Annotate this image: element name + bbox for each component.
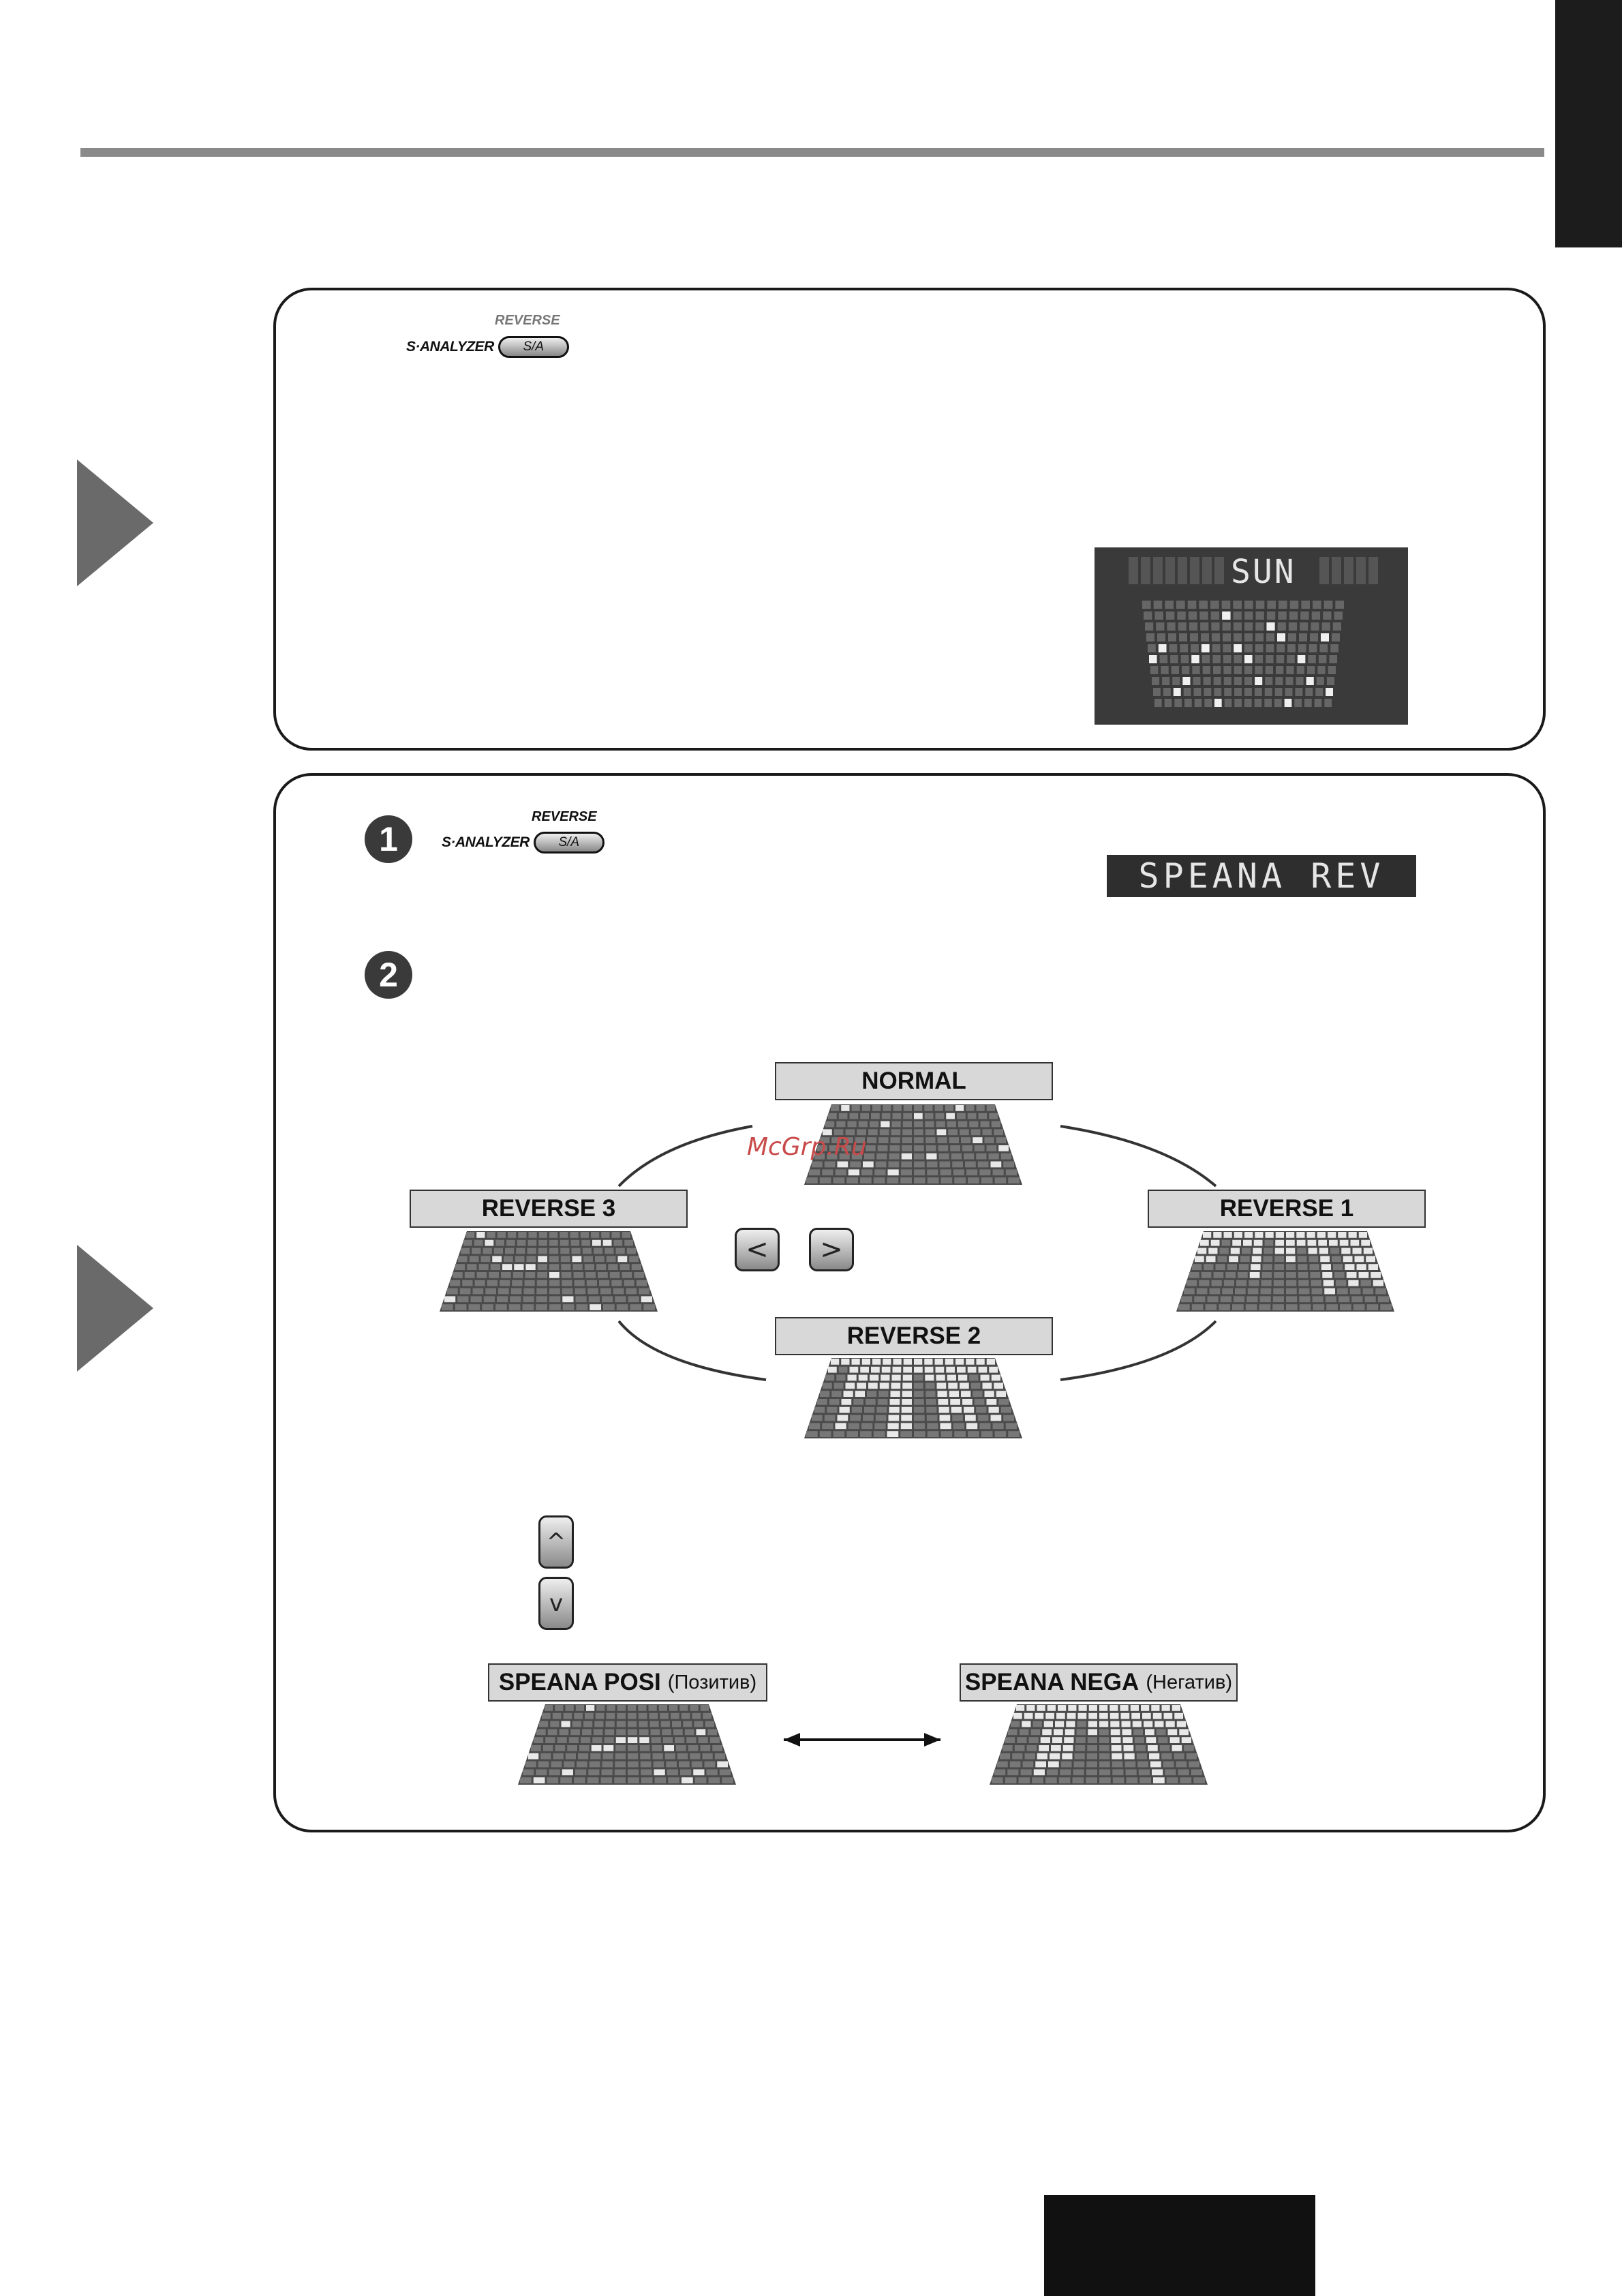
s-analyzer-label: S·ANALYZER (442, 834, 530, 850)
spectrum-reverse-2-graphic (804, 1358, 1022, 1438)
mode-reverse-3: REVERSE 3 (410, 1190, 688, 1228)
step-1-number: 1 (365, 815, 412, 863)
speana-posi-label (488, 1663, 767, 1702)
spectrum-nega-graphic (990, 1704, 1208, 1785)
up-key-button[interactable]: ^ (538, 1515, 574, 1569)
speana-nega-text: SPEANA NEGA (964, 1669, 1139, 1695)
speana-posi-text: SPEANA POSI (498, 1669, 661, 1695)
page-number-box (1044, 2195, 1315, 2296)
spectrum-posi-graphic (518, 1704, 736, 1785)
mode-reverse-2: REVERSE 2 (775, 1317, 1053, 1355)
step-2-number: 2 (365, 951, 412, 999)
display-text: SPEANA REV (1138, 856, 1385, 896)
speana-nega-label (960, 1663, 1238, 1702)
mode-reverse-1: REVERSE 1 (1148, 1190, 1426, 1228)
mode-normal: NORMAL (775, 1062, 1053, 1100)
spectrum-reverse-3-graphic (440, 1231, 658, 1312)
right-key-button[interactable]: > (809, 1228, 854, 1271)
sa-button[interactable]: S/A (498, 336, 569, 358)
down-key-button[interactable]: v (538, 1577, 574, 1630)
spectrum-reverse-1-graphic (1176, 1231, 1394, 1312)
s-analyzer-label: S·ANALYZER (406, 339, 494, 354)
display-text: SUN (1231, 553, 1296, 591)
reverse-label: REVERSE (495, 313, 560, 328)
sa-button[interactable]: S/A (534, 832, 605, 854)
reverse-label: REVERSE (532, 809, 597, 824)
left-key-button[interactable]: < (735, 1228, 780, 1271)
watermark: McGrp.Ru (747, 1133, 867, 1161)
speana-nega-sub: (Негатив) (1146, 1671, 1233, 1693)
speana-posi-sub: (Позитив) (667, 1671, 757, 1693)
